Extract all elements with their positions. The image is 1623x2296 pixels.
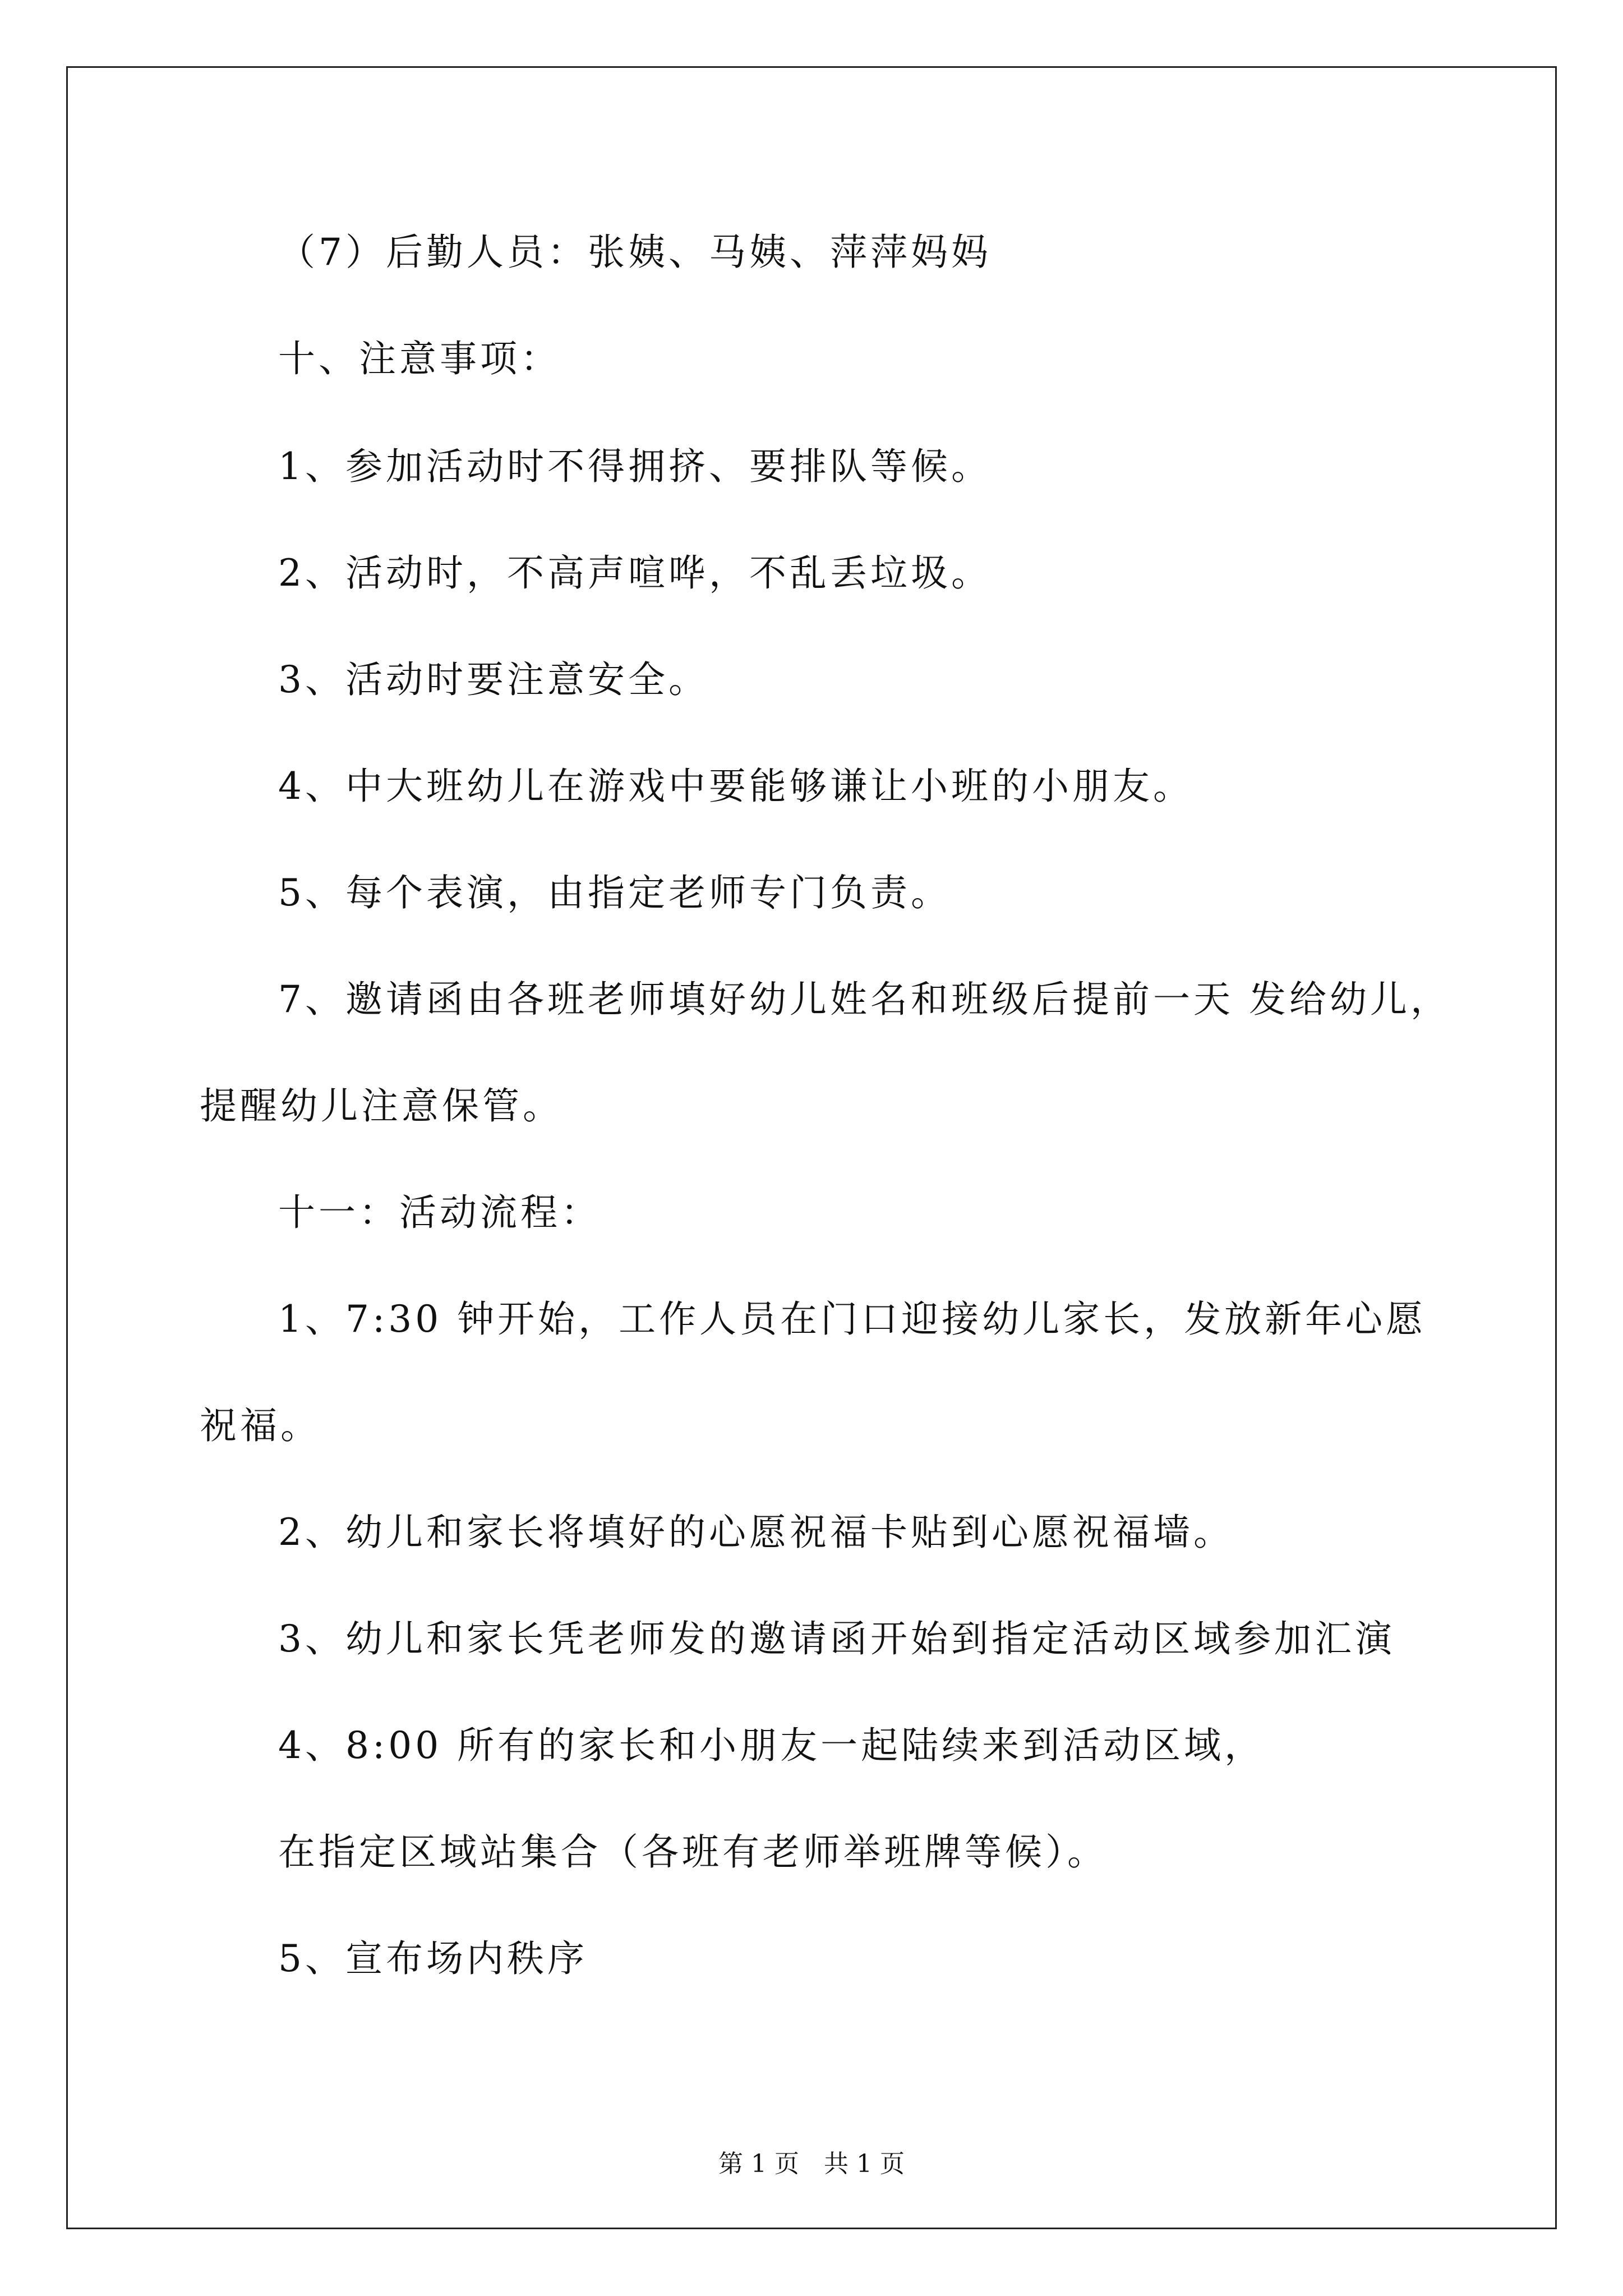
list-item: 2、幼儿和家长将填好的心愿祝福卡贴到心愿祝福墙。 (278, 1511, 1234, 1554)
document-page (66, 66, 1557, 2229)
section-heading: 十、注意事项： (278, 337, 561, 380)
list-item: 4、8:00 所有的家长和小朋友一起陆续来到活动区域， (278, 1724, 1265, 1767)
list-item: 5、每个表演，由指定老师专门负责。 (278, 871, 951, 914)
list-item: 5、宣布场内秩序 (278, 1937, 588, 1980)
list-item-continuation: 祝福。 (200, 1404, 321, 1447)
list-item: 2、活动时，不高声喧哗，不乱丢垃圾。 (278, 551, 992, 595)
list-item: 3、幼儿和家长凭老师发的邀请函开始到指定活动区域参加汇演 (278, 1617, 1395, 1660)
list-item: 7、邀请函由各班老师填好幼儿姓名和班级后提前一天 发给幼儿， (278, 978, 1451, 1021)
list-item: 4、中大班幼儿在游戏中要能够谦让小班的小朋友。 (278, 765, 1193, 808)
list-item: 3、活动时要注意安全。 (278, 658, 709, 701)
text-line: （7）后勤人员：张姨、马姨、萍萍妈妈 (278, 231, 992, 274)
page-footer: 第 1 页 共 1 页 (718, 2150, 905, 2178)
list-item: 1、7:30 钟开始，工作人员在门口迎接幼儿家长，发放新年心愿 (278, 1297, 1427, 1341)
list-item-continuation: 在指定区域站集合（各班有老师举班牌等候）。 (278, 1830, 1108, 1874)
list-item-continuation: 提醒幼儿注意保管。 (200, 1084, 563, 1128)
list-item: 1、参加活动时不得拥挤、要排队等候。 (278, 445, 992, 488)
section-heading: 十一：活动流程： (278, 1191, 601, 1234)
